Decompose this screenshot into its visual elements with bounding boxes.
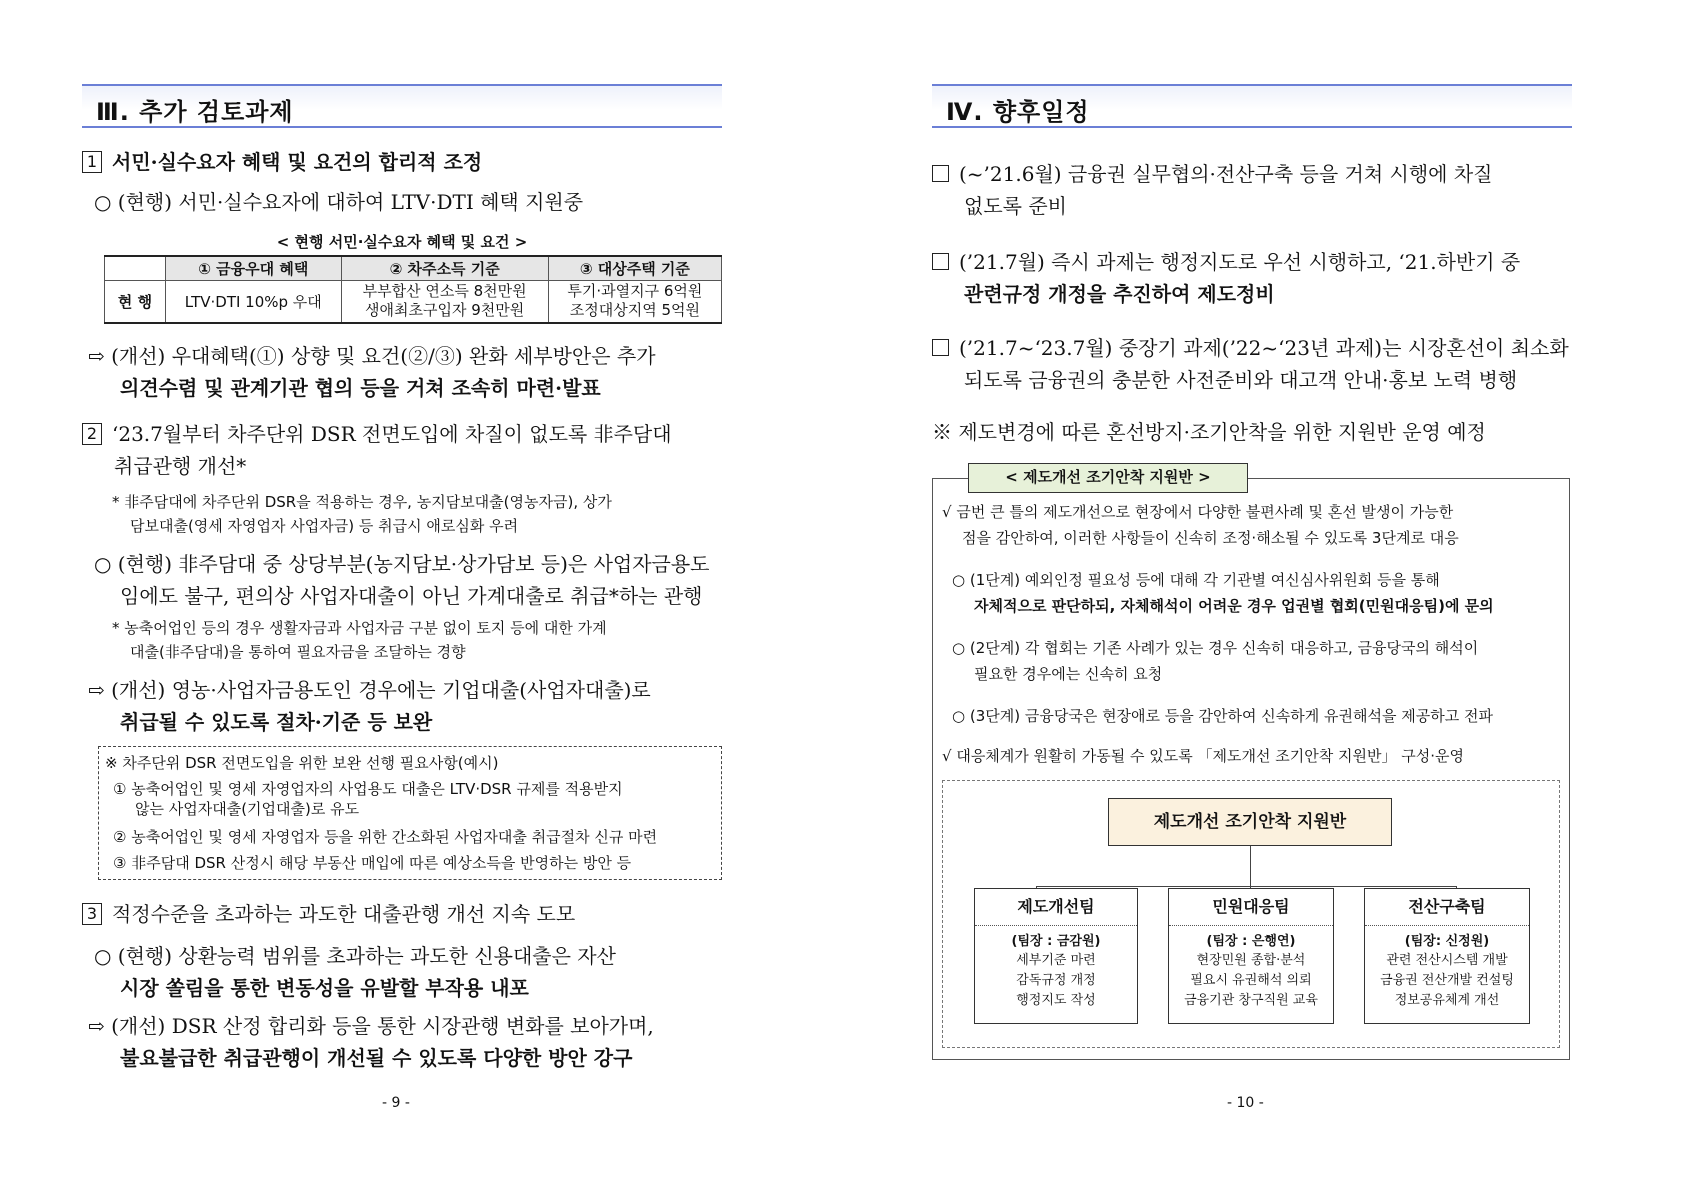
schedule-item-3b: 되도록 금융권의 충분한 사전준비와 대고객 안내·홍보 노력 병행 bbox=[964, 368, 1518, 392]
benefit-table bbox=[104, 255, 722, 324]
team-duty: 감독규정 개정 bbox=[1016, 973, 1096, 988]
box-title: ※ 차주단위 DSR 전면도입을 위한 보완 선행 필요사항(예시) bbox=[105, 754, 499, 772]
team-duty: 행정지도 작성 bbox=[1016, 993, 1096, 1008]
schedule-item-1b: 없도록 준비 bbox=[964, 194, 1067, 218]
support-box-title: < 제도개선 조기안착 지원반 > bbox=[968, 463, 1248, 493]
box-item-1a: ① 농축어업인 및 영세 자영업자의 사업용도 대출은 LTV·DSR 규제를 적용받지 bbox=[113, 780, 623, 798]
cell-line: 생애최초구입자 9천만원 bbox=[365, 301, 525, 320]
team-name: 전산구축팀 bbox=[1365, 889, 1529, 926]
s2-improve-a: ⇨ (개선) 영농·사업자금용도인 경우에는 기업대출(사업자대출)로 bbox=[88, 678, 651, 702]
box-step-1b: 자체적으로 판단하되, 자체해석이 어려운 경우 업권별 협회(민원대응팀)에 문의 bbox=[974, 597, 1494, 615]
s2-title-a: ‘23.7월부터 차주단위 DSR 전면도입에 차질이 없도록 非주담대 bbox=[112, 422, 672, 446]
table-row-head: 현 행 bbox=[105, 281, 166, 323]
page-title: Ⅳ. 향후일정 bbox=[946, 98, 1090, 126]
team-duty: 현장민원 종합·분석 bbox=[1196, 953, 1306, 968]
table-cell: LTV·DTI 10%p 우대 bbox=[166, 281, 342, 323]
table-header: ② 차주소득 기준 bbox=[341, 256, 548, 281]
box-step-3: ○ (3단계) 금융당국은 현장애로 등을 감안하여 신속하게 유권해석을 제공하고 전파 bbox=[952, 707, 1493, 725]
team-box-3 bbox=[1364, 888, 1530, 1024]
checkbox-icon bbox=[932, 165, 949, 182]
team-duty: 금융권 전산개발 컨설팅 bbox=[1380, 973, 1514, 988]
org-line bbox=[1036, 886, 1456, 887]
section-title-4 bbox=[932, 84, 1572, 128]
s3-improve-a: ⇨ (개선) DSR 산정 합리화 등을 통한 시장관행 변화를 보아가며, bbox=[88, 1014, 654, 1038]
s2-current-a: ○ (현행) 非주담대 중 상당부분(농지담보·상가담보 등)은 사업자금용도 bbox=[94, 552, 710, 576]
s3-current-b: 시장 쏠림을 통한 변동성을 유발할 부작용 내포 bbox=[120, 976, 529, 1000]
box-line-2: √ 대응체계가 원활히 가동될 수 있도록 「제도개선 조기안착 지원반」 구성·운영 bbox=[942, 747, 1464, 765]
box-step-1a: ○ (1단계) 예외인정 필요성 등에 대해 각 기관별 여신심사위원회 등을 통해 bbox=[952, 571, 1440, 589]
box-item-2: ② 농축어업인 및 영세 자영업자 등을 위한 간소화된 사업자대출 취급절차 신규 마련 bbox=[113, 828, 658, 846]
s3-heading bbox=[82, 898, 722, 930]
team-leader: (팀장: 신정원) bbox=[1404, 934, 1490, 949]
page-number: - 10 - bbox=[1227, 1095, 1264, 1111]
team-leader: (팀장 : 은행연) bbox=[1206, 934, 1296, 949]
s2-improve-b: 취급될 수 있도록 절차·기준 등 보완 bbox=[120, 710, 433, 734]
team-box-1 bbox=[974, 888, 1138, 1024]
s3-current-a: ○ (현행) 상환능력 범위를 초과하는 과도한 신용대출은 자산 bbox=[94, 944, 616, 968]
support-note: ※ 제도변경에 따른 혼선방지·조기안착을 위한 지원반 운영 예정 bbox=[932, 420, 1486, 444]
org-top-node: 제도개선 조기안착 지원반 bbox=[1108, 798, 1392, 846]
table-header: ③ 대상주택 기준 bbox=[548, 256, 721, 281]
section-title-3 bbox=[82, 84, 722, 128]
s2-note-a: * 非주담대에 차주단위 DSR을 적용하는 경우, 농지담보대출(영농자금), 상가 bbox=[112, 493, 612, 511]
team-box-2 bbox=[1168, 888, 1334, 1024]
box-step-2b: 필요한 경우에는 신속히 요청 bbox=[974, 665, 1163, 683]
prerequisite-box bbox=[98, 746, 722, 880]
schedule-item-2b: 관련규정 개정을 추진하여 제도정비 bbox=[964, 282, 1275, 306]
team-duty: 세부기준 마련 bbox=[1016, 953, 1096, 968]
team-duty: 필요시 유권해석 의뢰 bbox=[1190, 973, 1312, 988]
team-duty: 관련 전산시스템 개발 bbox=[1386, 953, 1508, 968]
s1-title: 서민·실수요자 혜택 및 요건의 합리적 조정 bbox=[112, 150, 483, 174]
s3-title: 적정수준을 초과하는 과도한 대출관행 개선 지속 도모 bbox=[112, 902, 576, 926]
team-duty: 정보공유체계 개선 bbox=[1394, 993, 1500, 1008]
s2-note2-b: 대출(非주담대)을 통하여 필요자금을 조달하는 경향 bbox=[130, 643, 466, 661]
schedule-item-3 bbox=[932, 332, 1572, 364]
table-caption: < 현행 서민·실수요자 혜택 및 요건 > bbox=[276, 233, 528, 251]
s2-current-b: 임에도 불구, 편의상 사업자대출이 아닌 가계대출로 취급*하는 관행 bbox=[120, 584, 703, 608]
cell-line: 부부합산 연소득 8천만원 bbox=[362, 282, 527, 301]
schedule-item-2 bbox=[932, 246, 1572, 278]
table-header-empty bbox=[105, 256, 166, 281]
table-cell bbox=[341, 281, 548, 323]
s3-number: 3 bbox=[82, 903, 102, 925]
checkbox-icon bbox=[932, 253, 949, 270]
text: (’21.7월) 즉시 과제는 행정지도로 우선 시행하고, ‘21.하반기 중 bbox=[959, 250, 1521, 274]
s2-note-b: 담보대출(영세 자영업자 사업자금) 등 취급시 애로심화 우려 bbox=[130, 517, 519, 535]
table-header: ① 금융우대 혜택 bbox=[166, 256, 342, 281]
team-leader: (팀장 : 금감원) bbox=[1011, 934, 1101, 949]
box-item-3: ③ 非주담대 DSR 산정시 해당 부동산 매입에 따른 예상소득을 반영하는 방안 등 bbox=[113, 854, 632, 872]
page-number: - 9 - bbox=[382, 1095, 410, 1111]
s1-number: 1 bbox=[82, 151, 102, 173]
s2-note2-a: * 농축어업인 등의 경우 생활자금과 사업자금 구분 없이 토지 등에 대한 가계 bbox=[112, 619, 607, 637]
s1-heading bbox=[82, 146, 722, 178]
text: (~’21.6월) 금융권 실무협의·전산구축 등을 거쳐 시행에 차질 bbox=[959, 162, 1493, 186]
box-line-1b: 점을 감안하여, 이러한 사항들이 신속히 조정·해소될 수 있도록 3단계로 대응 bbox=[962, 529, 1459, 547]
s1-improve-a: ⇨ (개선) 우대혜택(①) 상향 및 요건(②/③) 완화 세부방안은 추가 bbox=[88, 344, 656, 368]
team-duty: 금융기관 창구직원 교육 bbox=[1184, 993, 1318, 1008]
box-line-1a: √ 금번 큰 틀의 제도개선으로 현장에서 다양한 불편사례 및 혼선 발생이 가능한 bbox=[942, 503, 1454, 521]
table-cell bbox=[548, 281, 721, 323]
org-line bbox=[1250, 846, 1251, 886]
s2-number: 2 bbox=[82, 423, 102, 445]
page-title: Ⅲ. 추가 검토과제 bbox=[96, 98, 294, 126]
s1-improve-b: 의견수렴 및 관계기관 협의 등을 거쳐 조속히 마련·발표 bbox=[120, 376, 601, 400]
cell-line: 투기·과열지구 6억원 bbox=[567, 282, 703, 301]
box-item-1b: 않는 사업자대출(기업대출)로 유도 bbox=[135, 800, 360, 818]
team-name: 민원대응팀 bbox=[1169, 889, 1333, 926]
text: (’21.7~‘23.7월) 중장기 과제(’22~‘23년 과제)는 시장혼선이 최소화 bbox=[959, 336, 1569, 360]
s3-improve-b: 불요불급한 취급관행이 개선될 수 있도록 다양한 방안 강구 bbox=[120, 1046, 633, 1070]
s2-heading bbox=[82, 418, 722, 450]
team-name: 제도개선팀 bbox=[975, 889, 1137, 926]
cell-line: 조정대상지역 5억원 bbox=[569, 301, 700, 320]
s1-current: ○ (현행) 서민·실수요자에 대하여 LTV·DTI 혜택 지원중 bbox=[94, 190, 584, 214]
schedule-item-1 bbox=[932, 158, 1572, 190]
checkbox-icon bbox=[932, 339, 949, 356]
s2-title-b: 취급관행 개선* bbox=[114, 454, 247, 478]
box-step-2a: ○ (2단계) 각 협회는 기존 사례가 있는 경우 신속히 대응하고, 금융당국의 해석이 bbox=[952, 639, 1479, 657]
